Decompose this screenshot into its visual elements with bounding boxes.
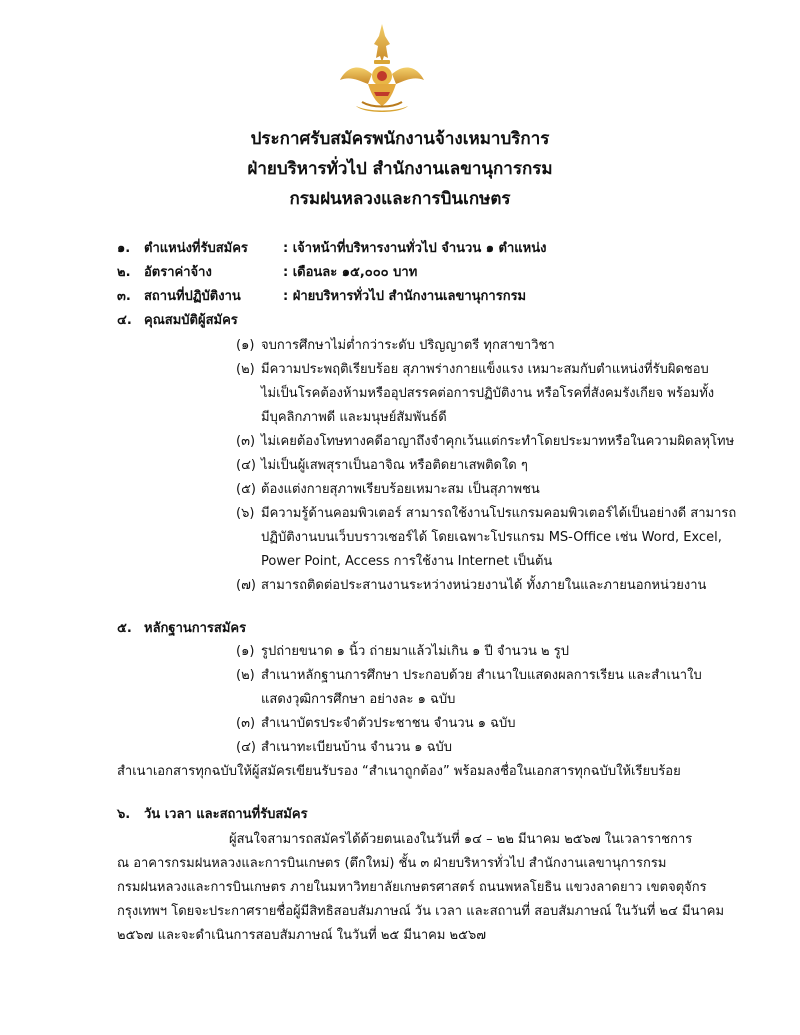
info-number: ๑. [117, 241, 131, 256]
info-value: : เจ้าหน้าที่บริหารงานทั่วไป จำนวน ๑ ตำแหน่ง [283, 241, 547, 256]
section-title: หลักฐานการสมัคร [144, 621, 247, 636]
evidence-number: (๓) [236, 716, 256, 731]
qualification-text: สามารถติดต่อประสานงานระหว่างหน่วยงานได้ ทั้งภายในและภายนอกหน่วยงาน [261, 578, 707, 593]
royal-emblem-icon [338, 22, 426, 120]
qualification-text: จบการศึกษาไม่ต่ำกว่าระดับ ปริญญาตรี ทุกสาขาวิชา [261, 338, 555, 353]
qualification-text: มีบุคลิกภาพดี และมนุษย์สัมพันธ์ดี [261, 410, 447, 425]
schedule-text: กรมฝนหลวงและการบินเกษตร ภายในมหาวิทยาลัยเกษตรศาสตร์ ถนนพหลโยธิน แขวงลาดยาว เขตจตุจักร [117, 880, 707, 895]
evidence-note: สำเนาเอกสารทุกฉบับให้ผู้สมัครเขียนรับรอง “สำเนาถูกต้อง” พร้อมลงชื่อในเอกสารทุกฉบับให้เรียบร้อย [117, 764, 681, 779]
info-label: สถานที่ปฏิบัติงาน [144, 289, 241, 304]
section-title: คุณสมบัติผู้สมัคร [144, 313, 238, 328]
info-number: ๓. [117, 289, 131, 304]
qualification-number: (๗) [236, 578, 256, 593]
info-value: : เดือนละ ๑๕,๐๐๐ บาท [283, 265, 418, 280]
qualification-number: (๕) [236, 482, 256, 497]
evidence-number: (๑) [236, 644, 255, 659]
qualification-number: (๒) [236, 362, 255, 377]
info-number: ๒. [117, 265, 131, 280]
evidence-number: (๔) [236, 740, 256, 755]
evidence-text: แสดงวุฒิการศึกษา อย่างละ ๑ ฉบับ [261, 692, 456, 707]
section-number: ๔. [117, 313, 132, 328]
qualification-text: มีความรู้ด้านคอมพิวเตอร์ สามารถใช้งานโปรแกรมคอมพิวเตอร์ได้เป็นอย่างดี สามารถ [261, 506, 737, 521]
schedule-text: ณ อาคารกรมฝนหลวงและการบินเกษตร (ตึกใหม่) ชั้น ๓ ฝ่ายบริหารทั่วไป สำนักงานเลขานุการกรม [117, 856, 667, 871]
title-line-3: กรมฝนหลวงและการบินเกษตร [289, 189, 511, 209]
qualification-text: ต้องแต่งกายสุภาพเรียบร้อยเหมาะสม เป็นสุภาพชน [261, 482, 540, 497]
info-label: อัตราค่าจ้าง [144, 265, 212, 280]
info-value: : ฝ่ายบริหารทั่วไป สำนักงานเลขานุการกรม [283, 289, 527, 304]
schedule-text: กรุงเทพฯ โดยจะประกาศรายชื่อผู้มีสิทธิสอบสัมภาษณ์ วัน เวลา และสถานที่ สอบสัมภาษณ์ ในวันที่ ๒๔ มีนาคม [117, 904, 725, 919]
qualification-number: (๓) [236, 434, 256, 449]
evidence-text: รูปถ่ายขนาด ๑ นิ้ว ถ่ายมาแล้วไม่เกิน ๑ ปี จำนวน ๒ รูป [261, 644, 569, 659]
schedule-text: ๒๕๖๗ และจะดำเนินการสอบสัมภาษณ์ ในวันที่ ๒๕ มีนาคม ๒๕๖๗ [117, 928, 486, 943]
qualification-text: Power Point, Access การใช้งาน Internet เป็นต้น [261, 554, 553, 569]
qualification-text: มีความประพฤติเรียบร้อย สุภาพร่างกายแข็งแรง เหมาะสมกับตำแหน่งที่รับผิดชอบ [261, 362, 709, 377]
qualification-number: (๑) [236, 338, 255, 353]
section-number: ๕. [117, 621, 132, 636]
qualification-text: ไม่เป็นโรคต้องห้ามหรืออุปสรรคต่อการปฏิบัติงาน หรือโรคที่สังคมรังเกียจ พร้อมทั้ง [261, 386, 715, 401]
qualification-text: ไม่เป็นผู้เสพสุราเป็นอาจิณ หรือติดยาเสพติดใด ๆ [261, 458, 528, 473]
evidence-number: (๒) [236, 668, 255, 683]
qualification-number: (๔) [236, 458, 256, 473]
info-label: ตำแหน่งที่รับสมัคร [144, 241, 248, 256]
evidence-text: สำเนาทะเบียนบ้าน จำนวน ๑ ฉบับ [261, 740, 453, 755]
qualification-text: ไม่เคยต้องโทษทางคดีอาญาถึงจำคุกเว้นแต่กระทำโดยประมาทหรือในความผิดลหุโทษ [261, 434, 735, 449]
qualification-text: ปฏิบัติงานบนเว็บบราวเซอร์ได้ โดยเฉพาะโปรแกรม MS-Office เช่น Word, Excel, [261, 530, 722, 545]
qualification-number: (๖) [236, 506, 255, 521]
evidence-text: สำเนาหลักฐานการศึกษา ประกอบด้วย สำเนาใบแสดงผลการเรียน และสำเนาใบ [261, 668, 702, 683]
section-number: ๖. [117, 807, 131, 822]
schedule-text: ผู้สนใจสามารถสมัครได้ด้วยตนเองในวันที่ ๑๔ – ๒๒ มีนาคม ๒๕๖๗ ในเวลาราชการ [229, 832, 693, 847]
title-line-2: ฝ่ายบริหารทั่วไป สำนักงานเลขานุการกรม [247, 159, 553, 179]
section-title: วัน เวลา และสถานที่รับสมัคร [144, 807, 308, 822]
evidence-text: สำเนาบัตรประจำตัวประชาชน จำนวน ๑ ฉบับ [261, 716, 516, 731]
title-line-1: ประกาศรับสมัครพนักงานจ้างเหมาบริการ [250, 129, 550, 149]
